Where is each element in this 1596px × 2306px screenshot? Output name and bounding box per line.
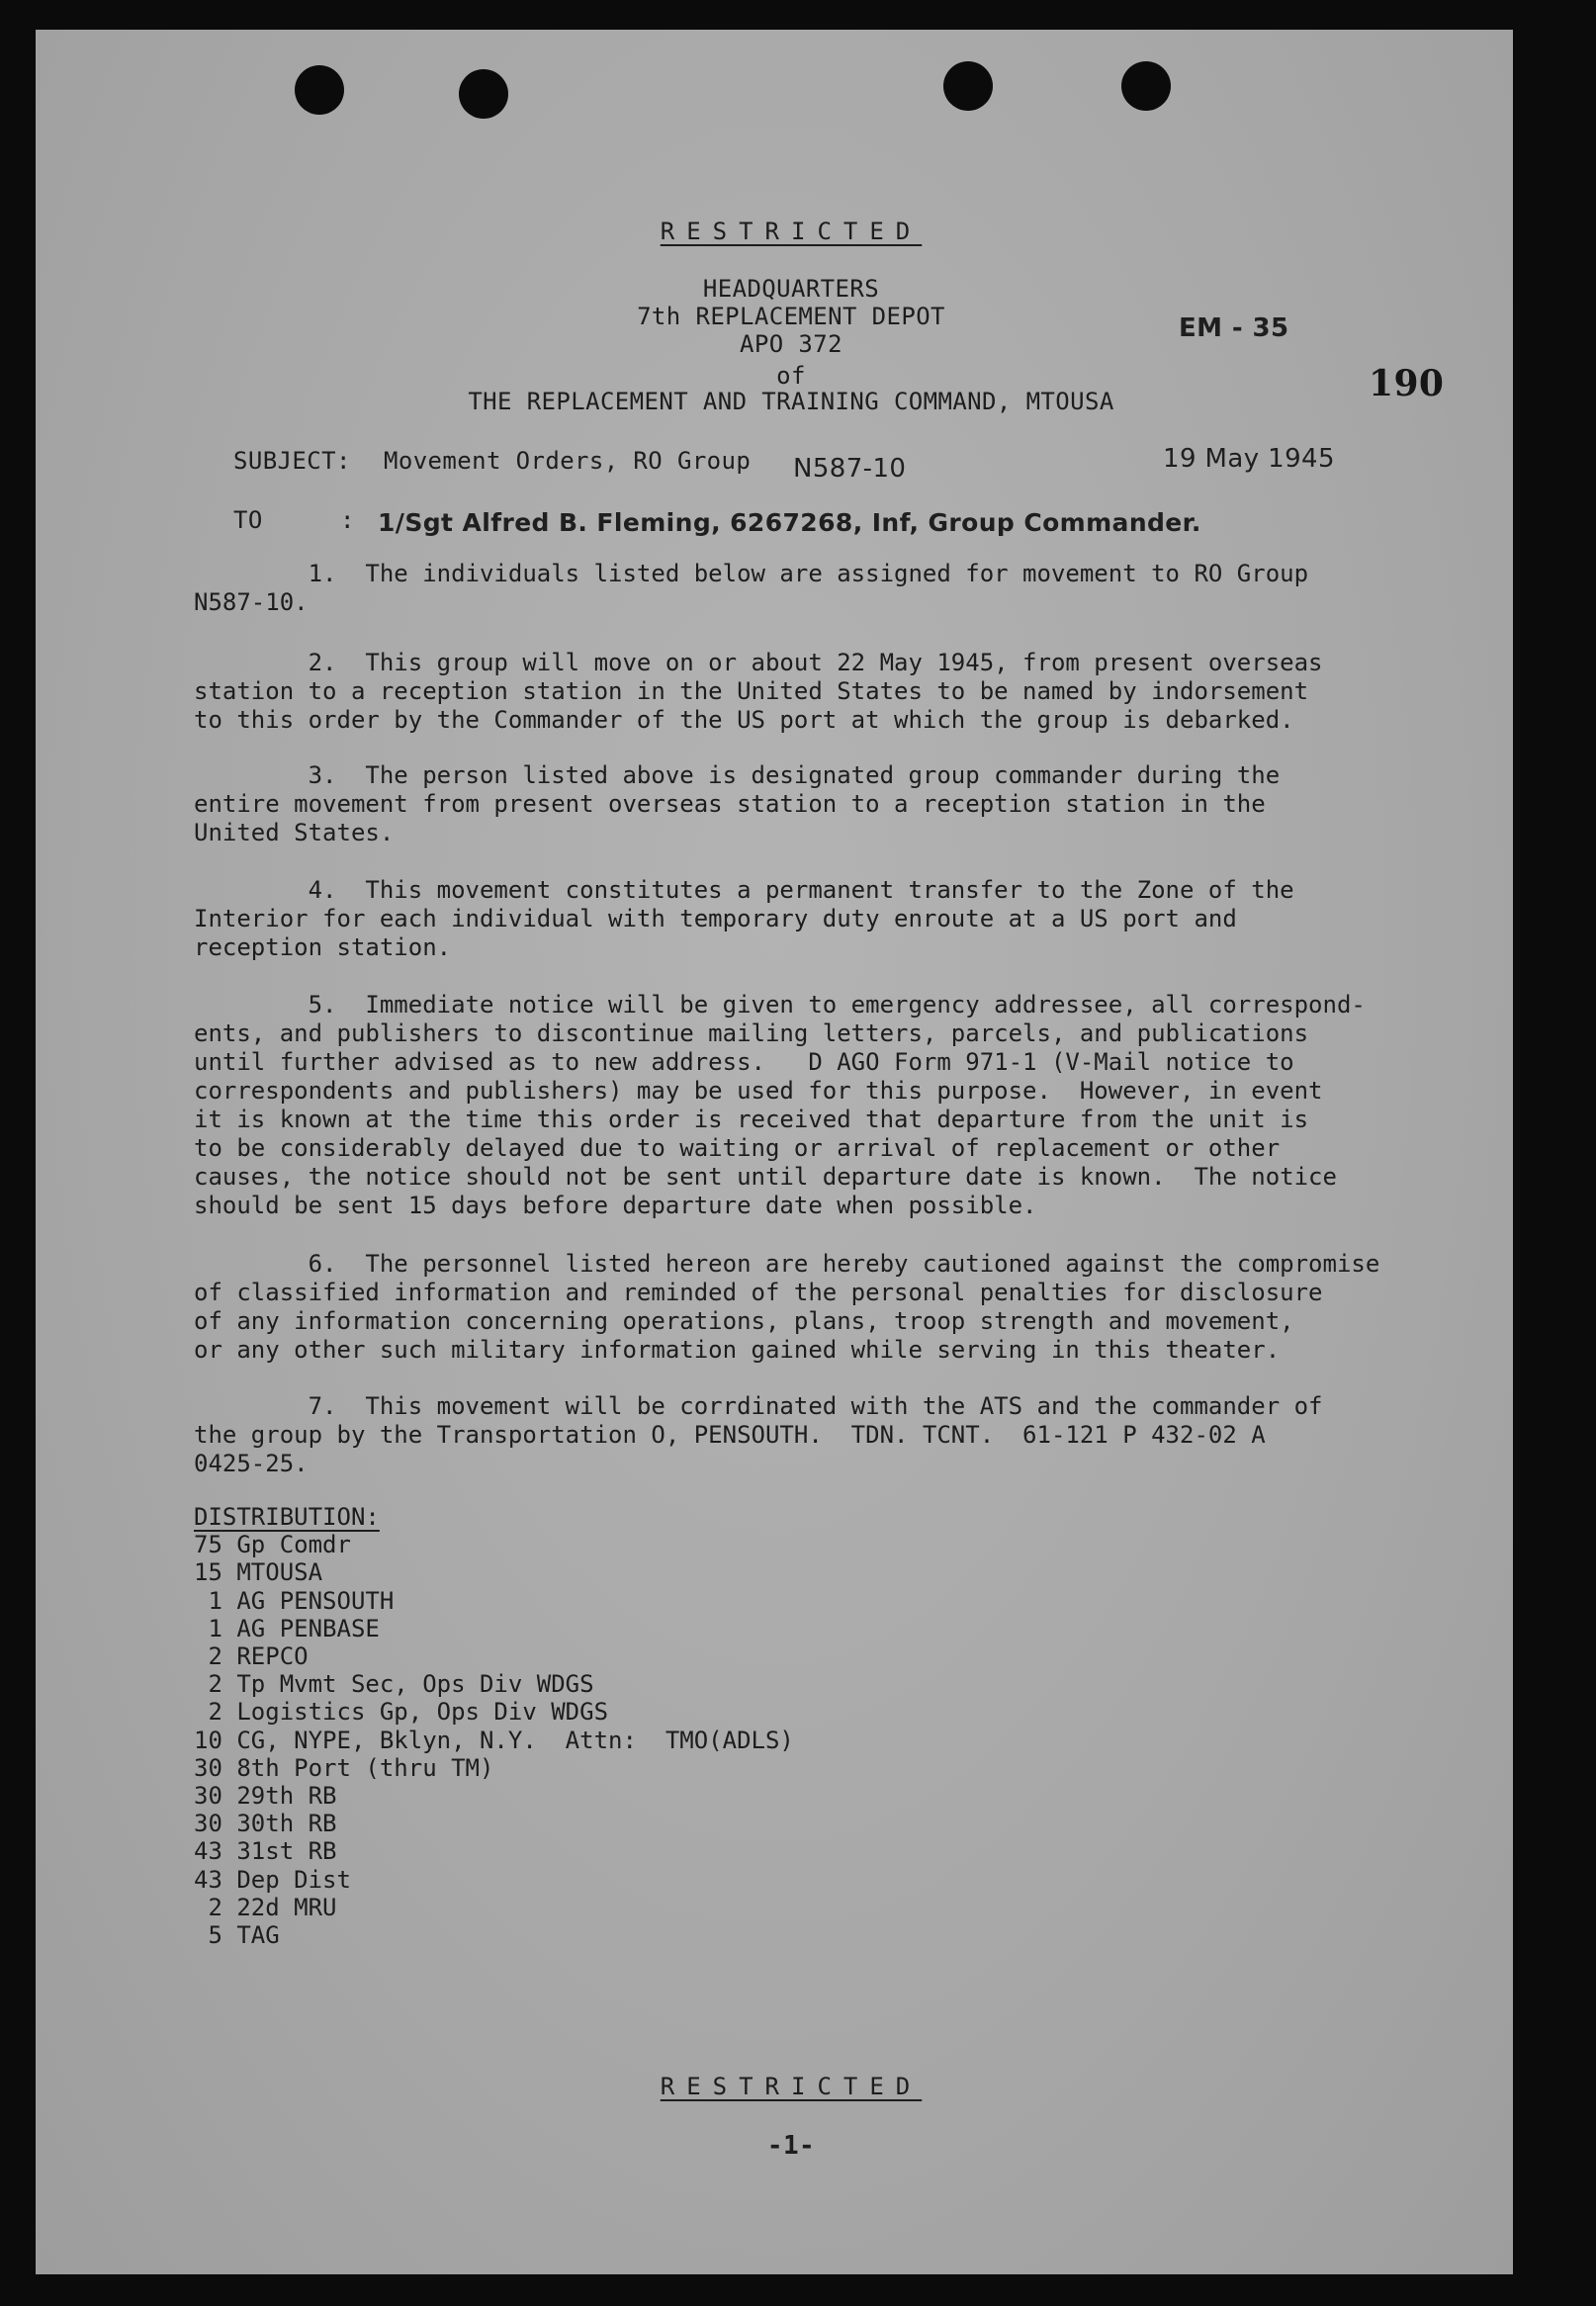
distribution-row: 2 REPCO (194, 1642, 309, 1671)
paragraph-3 (194, 761, 1460, 847)
classification-bottom: RESTRICTED (660, 2073, 923, 2100)
paragraph-6-line: or any other such military information gained while serving in this theater. (194, 1336, 1281, 1364)
paragraph-6-line: of classified information and reminded of the personal penalties for disclosure (194, 1279, 1323, 1306)
distribution-row: 43 31st RB (194, 1837, 337, 1866)
distribution-row: 1 AG PENSOUTH (194, 1586, 395, 1615)
paragraph-4 (194, 876, 1460, 962)
distribution-title: DISTRIBUTION: (194, 1503, 380, 1531)
distribution-row: 30 29th RB (194, 1782, 337, 1811)
hq-line-5: THE REPLACEMENT AND TRAINING COMMAND, MTOUSA (468, 388, 1114, 415)
subject-group-number: N587-10 (793, 454, 907, 484)
distribution-row: 2 Tp Mvmt Sec, Ops Div WDGS (194, 1670, 594, 1699)
paragraph-3-line: 3. The person listed above is designated group commander during the (194, 761, 1281, 789)
paragraph-1-line: 1. The individuals listed below are assigned for movement to RO Group (194, 560, 1309, 587)
file-code: EM - 35 (1179, 313, 1289, 343)
distribution-row: 30 30th RB (194, 1810, 337, 1838)
paragraph-2 (194, 649, 1460, 735)
paragraph-5-line: correspondents and publishers) may be used for this purpose. However, in event (194, 1077, 1323, 1105)
paragraph-5-line: causes, the notice should not be sent until departure date is known. The notice (194, 1163, 1337, 1191)
paragraph-5-line: 5. Immediate notice will be given to emergency addressee, all correspond- (194, 991, 1366, 1019)
paragraph-2-line: 2. This group will move on or about 22 May 1945, from present overseas (194, 649, 1323, 676)
paragraph-4-line: reception station. (194, 933, 452, 961)
hq-line-3: APO 372 (740, 330, 842, 358)
paragraph-7-line: 7. This movement will be corrdinated with the ATS and the commander of (194, 1392, 1323, 1420)
distribution-row: 5 TAG (194, 1921, 280, 1950)
paragraph-5-line: it is known at the time this order is received that departure from the unit is (194, 1106, 1309, 1133)
page-stamp: 190 (1369, 363, 1445, 404)
paragraph-5-line: to be considerably delayed due to waiting or arrival of replacement or other (194, 1134, 1281, 1162)
paragraph-3-line: United States. (194, 819, 395, 846)
paragraph-6-line: 6. The personnel listed hereon are hereby cautioned against the compromise (194, 1250, 1380, 1278)
distribution-list (194, 1503, 794, 1949)
subject-text: Movement Orders, RO Group (384, 447, 752, 475)
punch-hole-1 (295, 65, 344, 115)
paragraph-4-line: 4. This movement constitutes a permanent transfer to the Zone of the (194, 876, 1294, 904)
hq-line-2: 7th REPLACEMENT DEPOT (637, 303, 945, 330)
distribution-row: 75 Gp Comdr (194, 1531, 351, 1559)
hq-line-1: HEADQUARTERS (702, 275, 880, 303)
distribution-row: 1 AG PENBASE (194, 1614, 380, 1642)
paragraph-7 (194, 1392, 1460, 1478)
distribution-row: 2 Logistics Gp, Ops Div WDGS (194, 1698, 609, 1727)
page-number: -1- (766, 2131, 816, 2161)
subject-label: SUBJECT: (233, 447, 351, 475)
paragraph-6-line: of any information concerning operations, plans, troop strength and movement, (194, 1307, 1294, 1335)
paragraph-7-line: the group by the Transportation O, PENSOUTH. TDN. TCNT. 61-121 P 432-02 A (194, 1421, 1266, 1449)
punch-hole-4 (1121, 61, 1171, 111)
to-colon: : (340, 506, 355, 534)
paragraph-1-line: N587-10. (194, 588, 309, 616)
classification-top: RESTRICTED (660, 218, 923, 245)
paragraph-7-line: 0425-25. (194, 1450, 309, 1477)
paragraph-4-line: Interior for each individual with temporary duty enroute at a US port and (194, 905, 1237, 932)
paragraph-1 (194, 560, 1460, 617)
punch-hole-3 (943, 61, 993, 111)
paragraph-6 (194, 1250, 1460, 1365)
punch-hole-2 (459, 69, 508, 119)
paragraph-5-line: ents, and publishers to discontinue mailing letters, parcels, and publications (194, 1020, 1309, 1047)
subject-date: 19 May 1945 (1163, 444, 1335, 474)
paragraph-5-line: should be sent 15 days before departure date when possible. (194, 1192, 1037, 1219)
distribution-row: 10 CG, NYPE, Bklyn, N.Y. Attn: TMO(ADLS) (194, 1726, 794, 1754)
paragraph-2-line: station to a reception station in the United States to be named by indorsement (194, 677, 1309, 705)
paragraph-3-line: entire movement from present overseas station to a reception station in the (194, 790, 1266, 818)
to-label: TO (233, 506, 263, 534)
paragraph-5-line: until further advised as to new address. D AGO Form 971-1 (V-Mail notice to (194, 1048, 1294, 1076)
paragraph-5 (194, 991, 1460, 1220)
hq-line-4: of (776, 362, 806, 390)
to-addressee: 1/Sgt Alfred B. Fleming, 6267268, Inf, Group Commander. (378, 508, 1201, 537)
distribution-row: 43 Dep Dist (194, 1865, 351, 1894)
distribution-row: 30 8th Port (thru TM) (194, 1753, 494, 1782)
distribution-row: 2 22d MRU (194, 1893, 337, 1921)
paragraph-2-line: to this order by the Commander of the US port at which the group is debarked. (194, 706, 1294, 734)
distribution-row: 15 MTOUSA (194, 1558, 323, 1587)
